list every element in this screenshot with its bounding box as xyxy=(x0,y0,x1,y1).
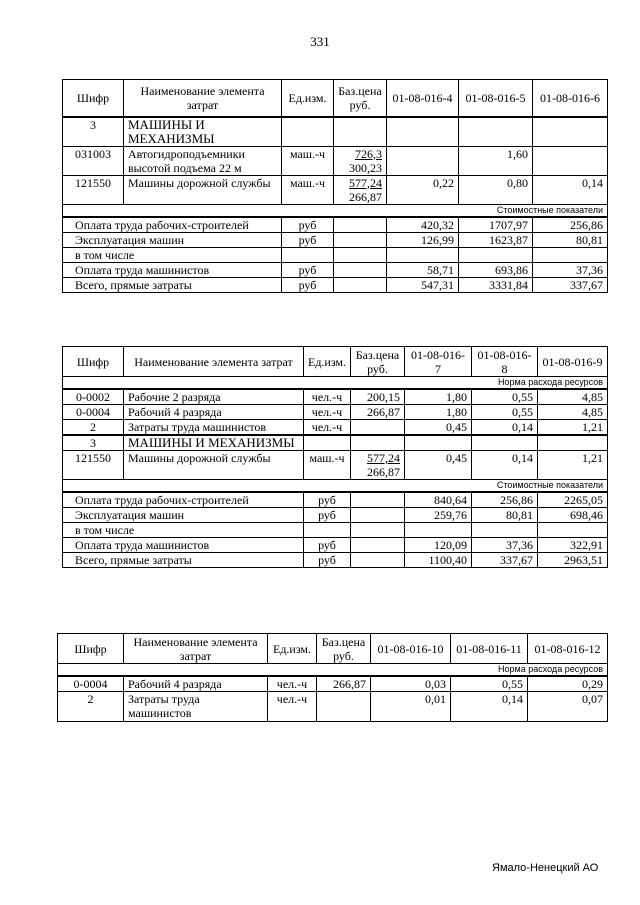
col-header-unit: Ед.изм. xyxy=(268,634,317,664)
resource-table-3 xyxy=(57,633,608,722)
row-value: 4,85 xyxy=(538,405,608,420)
row-value: 1,21 xyxy=(538,420,608,436)
row-value: 1,80 xyxy=(405,389,472,405)
row-name: Рабочий 4 разряда xyxy=(124,676,268,692)
col-header-norm: 01-08-016-6 xyxy=(533,80,608,117)
summary-value: 37,36 xyxy=(472,538,538,553)
summary-value: 256,86 xyxy=(472,492,538,508)
summary-value: 37,36 xyxy=(533,262,608,277)
row-code: 121550 xyxy=(63,175,124,204)
col-header-name: Наименование элемента затрат xyxy=(124,347,304,377)
summary-unit: руб xyxy=(282,217,334,233)
row-value: 0,22 xyxy=(387,175,459,204)
row-value: 0,14 xyxy=(533,175,608,204)
row-value: 0,55 xyxy=(472,389,538,405)
section-header: Стоимостные показатели xyxy=(63,204,608,217)
row-unit: чел.-ч xyxy=(304,389,351,405)
row-unit: чел.-ч xyxy=(304,405,351,420)
col-header-name: Наименование элемента затрат xyxy=(124,80,282,117)
row-unit: маш.-ч xyxy=(304,451,351,480)
row-name: Затраты труда машинистов xyxy=(124,420,304,436)
price-base: 266,87 xyxy=(367,465,400,479)
summary-value: 1100,40 xyxy=(405,553,472,568)
row-name: Машины дорожной службы xyxy=(124,175,282,204)
col-header-norm: 01-08-016-4 xyxy=(387,80,459,117)
col-header-price: Баз.цена руб. xyxy=(351,347,405,377)
summary-unit: руб xyxy=(282,277,334,292)
summary-value: 1707,97 xyxy=(459,217,533,233)
row-code: 0-0004 xyxy=(58,676,124,692)
col-header-price: Баз.цена руб. xyxy=(317,634,371,664)
row-code: 2 xyxy=(58,692,124,722)
summary-value: 547,31 xyxy=(387,277,459,292)
section-header: Норма расхода ресурсов xyxy=(63,377,608,390)
row-price xyxy=(351,420,405,436)
summary-name: в том числе xyxy=(63,523,304,538)
row-value: 1,21 xyxy=(538,451,608,480)
row-value: 0,03 xyxy=(371,676,451,692)
resource-table-1 xyxy=(62,79,608,293)
row-unit: чел.-ч xyxy=(268,692,317,722)
row-price xyxy=(351,451,405,480)
row-value: 0,14 xyxy=(472,451,538,480)
summary-value: 259,76 xyxy=(405,508,472,523)
row-name: Рабочий 4 разряда xyxy=(124,405,304,420)
summary-name: Всего, прямые затраты xyxy=(63,277,282,292)
row-price: 266,87 xyxy=(351,405,405,420)
row-value xyxy=(387,146,459,175)
summary-unit: руб xyxy=(304,538,351,553)
row-value: 0,45 xyxy=(405,420,472,436)
row-price: 266,87 xyxy=(317,676,371,692)
summary-unit: руб xyxy=(304,492,351,508)
price-base: 266,87 xyxy=(349,189,382,204)
summary-name: Оплата труда рабочих-строителей xyxy=(63,492,304,508)
summary-name: Всего, прямые затраты xyxy=(63,553,304,568)
summary-value: 1623,87 xyxy=(459,232,533,247)
col-header-norm: 01-08-016-8 xyxy=(472,347,538,377)
summary-value: 840,64 xyxy=(405,492,472,508)
summary-name: Эксплуатация машин xyxy=(63,508,304,523)
group-name: МАШИНЫ И МЕХАНИЗМЫ xyxy=(124,435,304,451)
summary-value: 322,91 xyxy=(538,538,608,553)
group-code: 3 xyxy=(63,435,124,451)
row-code: 031003 xyxy=(63,146,124,175)
summary-value: 337,67 xyxy=(472,553,538,568)
summary-value: 420,32 xyxy=(387,217,459,233)
row-value: 1,60 xyxy=(459,146,533,175)
summary-unit: руб xyxy=(282,232,334,247)
row-value: 0,80 xyxy=(459,175,533,204)
summary-unit: руб xyxy=(304,553,351,568)
row-value: 0,14 xyxy=(472,420,538,436)
summary-unit: руб xyxy=(282,262,334,277)
row-unit: чел.-ч xyxy=(268,676,317,692)
summary-name: Оплата труда машинистов xyxy=(63,538,304,553)
price-current: 577,24 xyxy=(367,451,400,465)
resource-table-2 xyxy=(62,346,608,568)
summary-unit: руб xyxy=(304,508,351,523)
price-current: 577,24 xyxy=(349,175,382,190)
col-header-name: Наименование элемента затрат xyxy=(124,634,268,664)
col-header-norm: 01-08-016-5 xyxy=(459,80,533,117)
summary-name: в том числе xyxy=(63,247,282,262)
col-header-norm: 01-08-016-12 xyxy=(528,634,608,664)
section-header: Норма расхода ресурсов xyxy=(58,664,608,677)
row-value: 0,01 xyxy=(371,692,451,722)
summary-value: 2265,05 xyxy=(538,492,608,508)
col-header-code: Шифр xyxy=(58,634,124,664)
col-header-norm: 01-08-016-9 xyxy=(538,347,608,377)
summary-value: 698,46 xyxy=(538,508,608,523)
col-header-code: Шифр xyxy=(63,80,124,117)
summary-value: 58,71 xyxy=(387,262,459,277)
group-name: МАШИНЫ И МЕХАНИЗМЫ xyxy=(124,117,282,147)
summary-name: Оплата труда рабочих-строителей xyxy=(63,217,282,233)
col-header-norm: 01-08-016-7 xyxy=(405,347,472,377)
row-code: 121550 xyxy=(63,451,124,480)
col-header-code: Шифр xyxy=(63,347,124,377)
summary-value: 693,86 xyxy=(459,262,533,277)
section-header: Стоимостные показатели xyxy=(63,480,608,493)
row-unit: маш.-ч xyxy=(282,146,334,175)
group-code: 3 xyxy=(63,117,124,147)
col-header-norm: 01-08-016-11 xyxy=(451,634,528,664)
row-name: Машины дорожной службы xyxy=(124,451,304,480)
price-base: 300,23 xyxy=(349,160,382,175)
col-header-price: Баз.цена руб. xyxy=(334,80,387,117)
col-header-unit: Ед.изм. xyxy=(304,347,351,377)
summary-value: 80,81 xyxy=(472,508,538,523)
summary-value: 256,86 xyxy=(533,217,608,233)
summary-value: 337,67 xyxy=(533,277,608,292)
row-code: 0-0002 xyxy=(63,389,124,405)
row-price: 200,15 xyxy=(351,389,405,405)
row-value: 0,14 xyxy=(451,692,528,722)
row-value: 4,85 xyxy=(538,389,608,405)
row-value: 1,80 xyxy=(405,405,472,420)
row-value: 0,29 xyxy=(528,676,608,692)
footer-region: Ямало-Ненецкий АО xyxy=(492,862,599,874)
summary-value: 126,99 xyxy=(387,232,459,247)
row-price xyxy=(334,146,387,175)
row-value: 0,55 xyxy=(451,676,528,692)
row-value: 0,07 xyxy=(528,692,608,722)
row-price xyxy=(317,692,371,722)
summary-value: 120,09 xyxy=(405,538,472,553)
row-unit: маш.-ч xyxy=(282,175,334,204)
summary-value: 80,81 xyxy=(533,232,608,247)
row-unit: чел.-ч xyxy=(304,420,351,436)
row-name: Затраты труда машинистов xyxy=(124,692,268,722)
summary-name: Эксплуатация машин xyxy=(63,232,282,247)
col-header-norm: 01-08-016-10 xyxy=(371,634,451,664)
summary-name: Оплата труда машинистов xyxy=(63,262,282,277)
row-value: 0,55 xyxy=(472,405,538,420)
col-header-unit: Ед.изм. xyxy=(282,80,334,117)
row-code: 0-0004 xyxy=(63,405,124,420)
page-number: 331 xyxy=(310,34,330,49)
row-price xyxy=(334,175,387,204)
row-code: 2 xyxy=(63,420,124,436)
summary-value: 3331,84 xyxy=(459,277,533,292)
summary-value: 2963,51 xyxy=(538,553,608,568)
row-value xyxy=(533,146,608,175)
row-name: Рабочие 2 разряда xyxy=(124,389,304,405)
row-name: Автогидроподъемники высотой подъема 22 м xyxy=(124,146,282,175)
row-value: 0,45 xyxy=(405,451,472,480)
price-current: 726,3 xyxy=(355,146,382,161)
